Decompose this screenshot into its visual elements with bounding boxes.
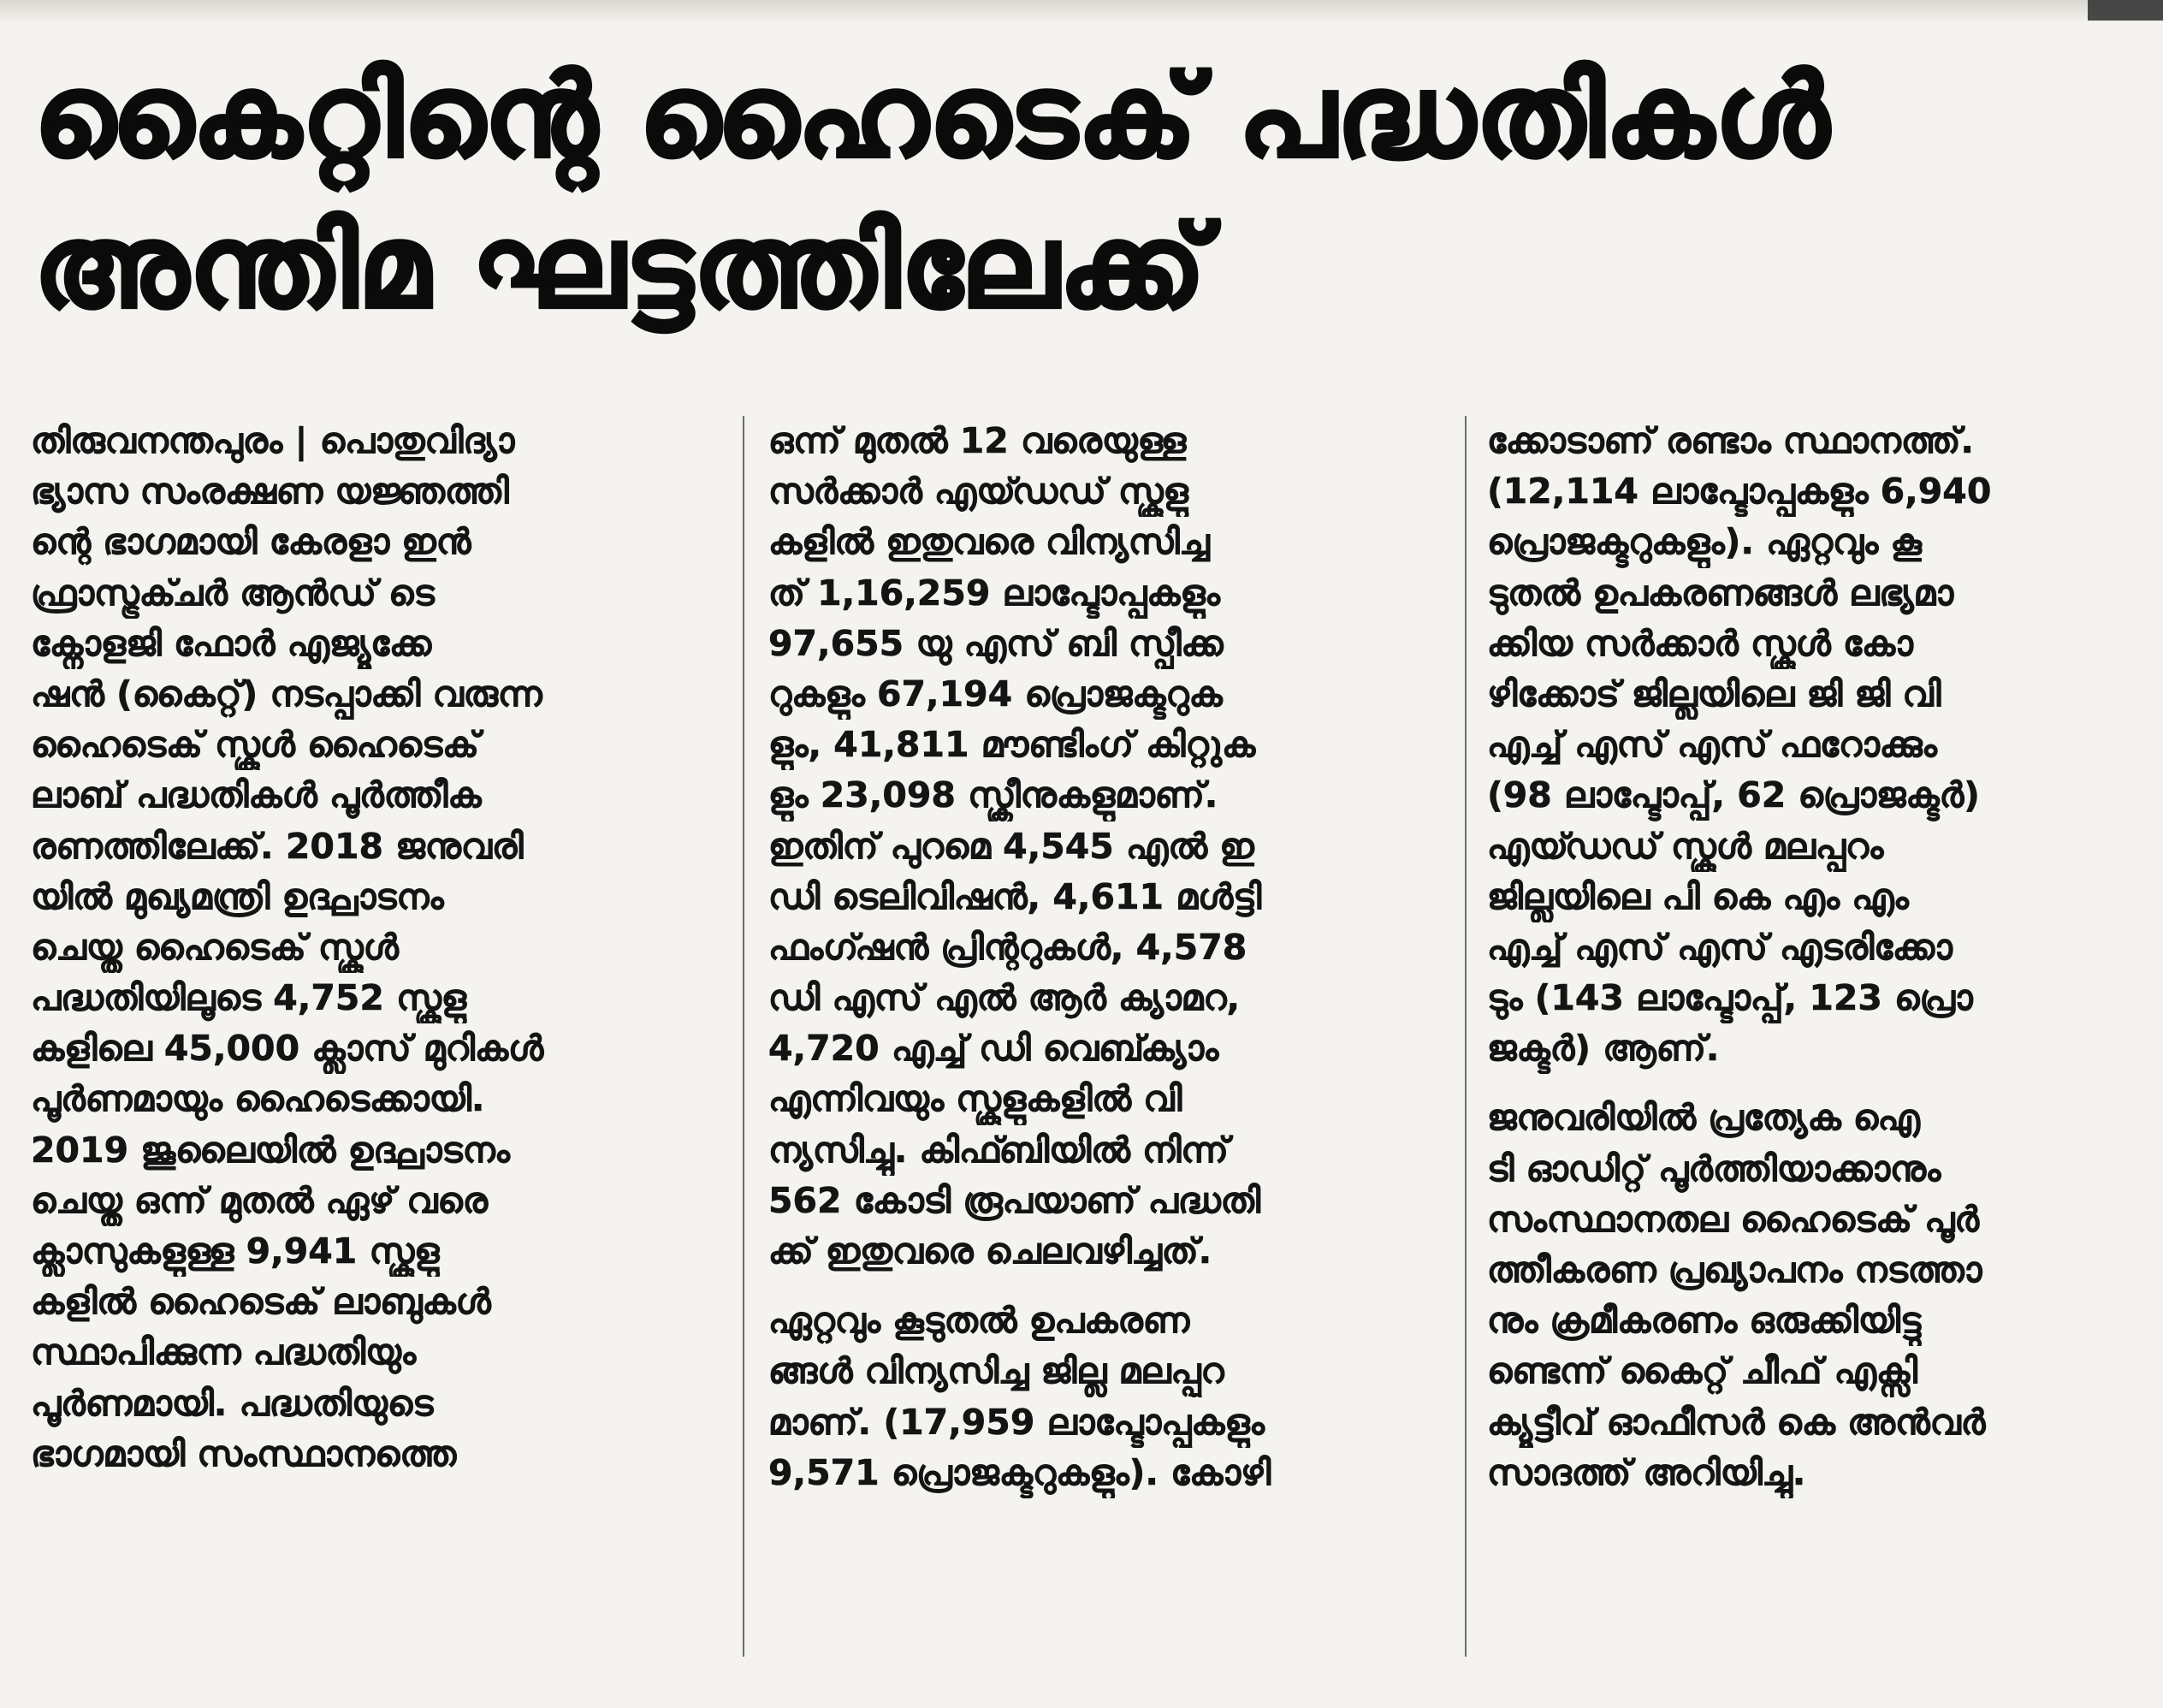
text-line: ടും (143 ലാപ്ടോപ്പ്, 123 പ്രൊ (1487, 977, 1973, 1019)
text-line: ഒന്ന് മുതൽ 12 വരെയുള്ള (768, 420, 1187, 461)
text-line: ജക്ടർ) ആണ്. (1487, 1028, 1720, 1070)
text-line: (12,114 ലാപ്ടോപ്പുകളും 6,940 (1487, 471, 1992, 513)
text-line: ഏറ്റവും കൂടുതൽ ഉപകരണ (768, 1300, 1190, 1342)
text-line: 97,655 യു എസ് ബി സ്പീക്ക (768, 622, 1224, 664)
text-line: ഭാഗമായി സംസ്ഥാനത്തെ (31, 1432, 457, 1474)
text-line: ഫ്രാസ്ട്രക്ചർ ആൻഡ് ടെ (31, 572, 435, 614)
column-divider (743, 416, 744, 1657)
text-line: ക്കിയ സർക്കാർ സ്കൂൾ കോ (1487, 622, 1913, 664)
text-line: ണ്ടെന്ന് കൈറ്റ് ചീഫ് എക്സി (1487, 1350, 1917, 1392)
text-line: ടുതൽ ഉപകരണങ്ങൾ ലഭ്യമാ (1487, 572, 1953, 614)
text-line: ടി ഓഡിറ്റ് പൂർത്തിയാക്കാനും (1487, 1148, 1941, 1189)
text-line: പൂർണമായും ഹൈടെക്കായി. (31, 1078, 485, 1120)
text-line: 562 കോടി രൂപയാണ് പദ്ധതി (768, 1179, 1261, 1221)
text-line: ങ്ങൾ വിന്യസിച്ച ജില്ല മലപ്പുറ (768, 1350, 1224, 1392)
article-column-3 (1487, 416, 2137, 1498)
article-column-2 (768, 416, 1444, 1498)
text-line: ഫംഗ്ഷൻ പ്രിന്ററുകൾ, 4,578 (768, 926, 1247, 968)
text-line: എന്നിവയും സ്കൂളുകളിൽ വി (768, 1078, 1182, 1120)
text-line: ഡി എസ് എൽ ആർ ക്യാമറ, (768, 977, 1241, 1019)
text-line: ഇതിന് പുറമെ 4,545 എൽ ഇ (768, 825, 1254, 867)
text-line: ജില്ലയിലെ പി കെ എം എം (1487, 875, 1909, 917)
text-line: ഡി ടെലിവിഷൻ, 4,611 മൾട്ടി (768, 875, 1262, 917)
column-divider (1465, 416, 1467, 1657)
text-line: മാണ്. (17,959 ലാപ്ടോപ്പുകളും (768, 1401, 1265, 1443)
text-line: റുകളും 67,194 പ്രൊജക്ടറുക (768, 673, 1223, 715)
text-line: എയ്ഡഡ് സ്കൂൾ മലപ്പുറം (1487, 825, 1884, 867)
text-line: ക്നോളജി ഫോർ എജ്യൂക്കേ (31, 622, 432, 664)
text-line: ളും, 41,811 മൗണ്ടിംഗ് കിറ്റുക (768, 724, 1256, 766)
text-line: ന്റെ ഭാഗമായി കേരളാ ഇൻ (31, 521, 471, 563)
text-line: രണത്തിലേക്ക്. 2018 ജനുവരി (31, 825, 524, 867)
text-line: ഭ്യാസ സംരക്ഷണ യജ്ഞത്തി (31, 471, 509, 513)
text-line: ത് 1,16,259 ലാപ്ടോപ്പുകളും (768, 572, 1220, 614)
article-column-1 (31, 416, 722, 1480)
paragraph-gap (768, 1277, 1444, 1296)
text-line: കളിൽ ഹൈടെക് ലാബുകൾ (31, 1281, 491, 1323)
text-line: സ്ഥാപിക്കുന്ന പദ്ധതിയും (31, 1331, 417, 1373)
paragraph-gap (1487, 1074, 2137, 1093)
scan-dark-corner (2088, 0, 2163, 21)
text-line: ന്യസിച്ചു. കിഫ്ബിയിൽ നിന്ന് (768, 1129, 1229, 1171)
text-line: പൂർണമായി. പദ്ധതിയുടെ (31, 1382, 434, 1424)
text-line: നും ക്രമീകരണം ഒരുക്കിയിട്ടു (1487, 1300, 1921, 1342)
text-line: സംസ്ഥാനതല ഹൈടെക് പൂർ (1487, 1198, 1979, 1240)
text-line: ലാബ് പദ്ധതികൾ പൂർത്തീക (31, 774, 482, 816)
text-line: ജനുവരിയിൽ പ്രത്യേക ഐ (1487, 1097, 1920, 1139)
text-line: 9,571 പ്രൊജക്ടറുകളും). കോഴി (768, 1451, 1271, 1493)
text-line: ത്തീകരണ പ്രഖ്യാപനം നടത്താ (1487, 1249, 1982, 1290)
text-line: ഹൈടെക് സ്കൂൾ ഹൈടെക് (31, 724, 479, 766)
text-line: എച്ച് എസ് എസ് എടരിക്കോ (1487, 926, 1953, 968)
text-line: സർക്കാർ എയ്ഡഡ് സ്കൂളു (768, 471, 1188, 513)
headline-line-1: കൈറ്റിന്റെ ഹൈടെക് പദ്ധതികൾ (34, 50, 1830, 182)
text-line: കളിൽ ഇതുവരെ വിന്യസിച്ച (768, 521, 1210, 563)
text-line: ചെയ്ത ഹൈടെക് സ്കൂൾ (31, 926, 399, 968)
text-line: ഴിക്കോട് ജില്ലയിലെ ജി ജി വി (1487, 673, 1941, 715)
text-line: ക്കോടാണ് രണ്ടാം സ്ഥാനത്ത്. (1487, 420, 1974, 461)
text-line: ഷൻ (കൈറ്റ്) നടപ്പാക്കി വരുന്ന (31, 673, 542, 715)
text-line: ചെയ്ത ഒന്ന് മുതൽ ഏഴ് വരെ (31, 1179, 489, 1221)
text-line: 2019 ജൂലൈയിൽ ഉദ്ഘാടനം (31, 1129, 510, 1171)
text-line: 4,720 എച്ച് ഡി വെബ്ക്യാം (768, 1028, 1219, 1070)
text-line: ക്ക് ഇതുവരെ ചെലവഴിച്ചത്. (768, 1231, 1212, 1272)
text-line: ക്ലാസുകളുള്ള 9,941 സ്കൂളു (31, 1231, 440, 1272)
headline (34, 41, 2122, 342)
text-line: സാദത്ത് അറിയിച്ചു. (1487, 1451, 1806, 1493)
text-line: തിരുവനന്തപുരം | പൊതുവിദ്യാ (31, 420, 515, 461)
text-line: ക്യൂട്ടീവ് ഓഫീസർ കെ അൻവർ (1487, 1401, 1986, 1443)
headline-line-2: അന്തിമ ഘട്ടത്തിലേക്ക് (34, 201, 1207, 333)
scan-top-edge (0, 0, 2163, 24)
text-line: എച്ച് എസ് എസ് ഫറോക്കും (1487, 724, 1937, 766)
text-line: ളും 23,098 സ്ക്രീനുകളുമാണ്. (768, 774, 1218, 816)
text-line: (98 ലാപ്ടോപ്പ്, 62 പ്രൊജക്ടർ) (1487, 774, 1980, 816)
text-line: പദ്ധതിയിലൂടെ 4,752 സ്കൂളു (31, 977, 467, 1019)
text-line: യിൽ മുഖ്യമന്ത്രി ഉദ്ഘാടനം (31, 875, 444, 917)
text-line: കളിലെ 45,000 ക്ലാസ് മുറികൾ (31, 1028, 544, 1070)
text-line: പ്രൊജക്ടറുകളും). ഏറ്റവും കൂ (1487, 521, 1922, 563)
